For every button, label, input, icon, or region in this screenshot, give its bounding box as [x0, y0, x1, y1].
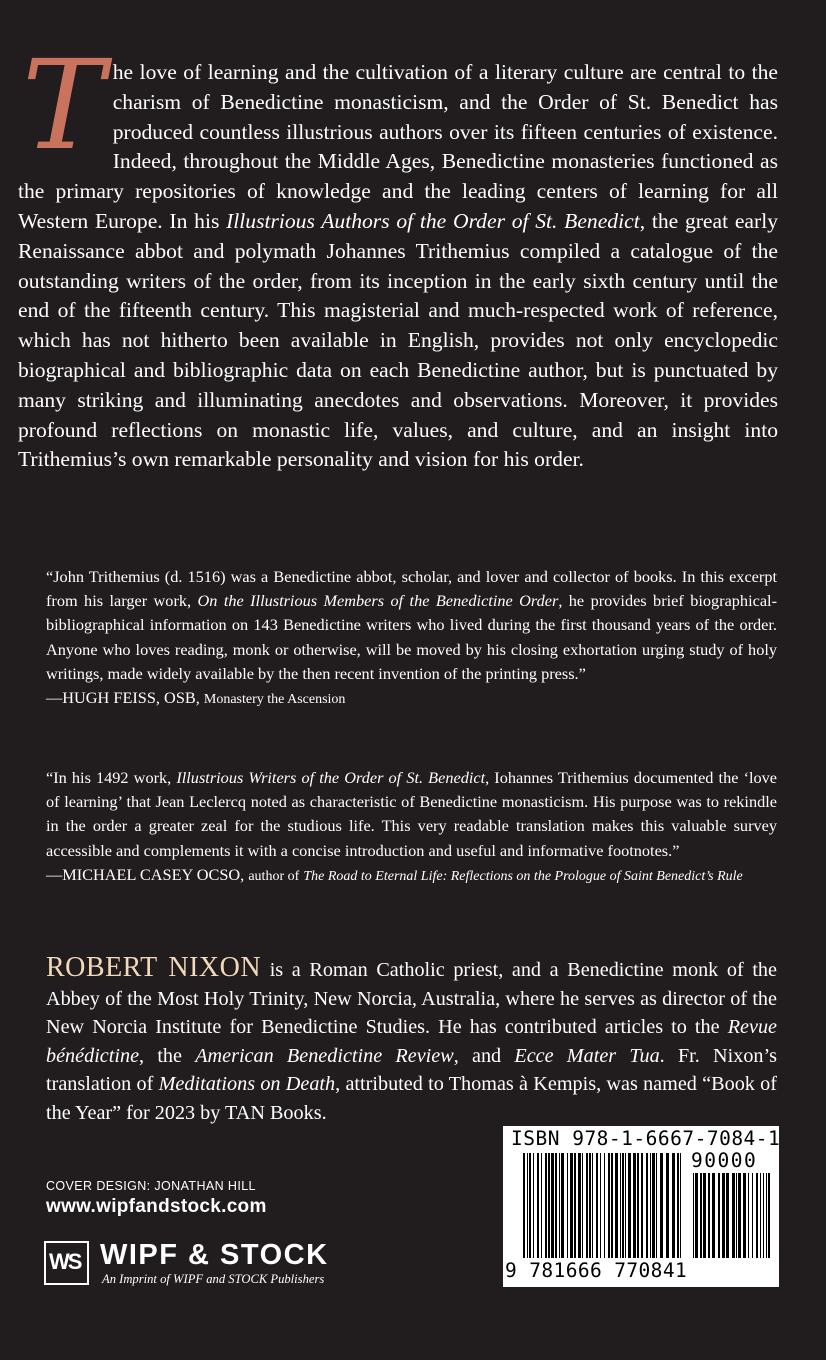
publisher-logo	[44, 1241, 374, 1289]
journal-title: Revue bénédictine	[46, 1016, 777, 1067]
barcode-bar	[578, 1153, 581, 1258]
barcode-bar	[695, 1173, 698, 1258]
barcode-bar	[693, 1173, 694, 1258]
endorsement-text-continued: , he provides brief biographical-bibliographical information on 143 Benedictine writers who lived during the first thousand years of the order. Anyone who loves reading, monk or otherwise, will be moved by his closing exhortation urging study of holy writings, made widely available by the then recent invention of the printing press.”	[46, 591, 777, 683]
barcode-bar	[703, 1173, 706, 1258]
bio-text: , and	[453, 1044, 515, 1067]
book-description	[18, 34, 778, 475]
barcode-bar	[748, 1173, 749, 1258]
barcode-bar	[559, 1153, 560, 1258]
barcode-bar	[527, 1153, 528, 1258]
endorser-name: —HUGH FEISS, OSB,	[46, 688, 200, 708]
barcode-bar	[677, 1153, 679, 1258]
endorsement-work-title: On the Illustrious Members of the Benedictine Order	[197, 591, 559, 611]
endorser-name: —MICHAEL CASEY OCSO,	[46, 864, 245, 884]
barcode-bar	[555, 1153, 557, 1258]
barcode-bar	[708, 1173, 710, 1258]
author-name: ROBERT NIXON	[46, 952, 262, 983]
barcode-bar	[718, 1173, 720, 1258]
barcode-bar	[666, 1153, 669, 1258]
barcode-bar	[574, 1153, 576, 1258]
bio-text: is a Roman Catholic priest, and a Benedictine monk of the Abbey of the Most Holy Trinity, New Norcia, Australia, where he serves as director of the New Norcia Institute for Benedictine Studies. He has contributed articles to the	[46, 959, 777, 1039]
barcode-bar	[650, 1153, 651, 1258]
journal-title: American Benedictine Review	[195, 1044, 454, 1067]
barcode-bar	[551, 1153, 554, 1258]
barcode-bar	[620, 1153, 621, 1258]
isbn-label: ISBN 978-1-6667-7084-1	[511, 1127, 781, 1150]
barcode-bar	[541, 1153, 542, 1258]
barcode-bar	[660, 1153, 663, 1258]
bio-text: , attributed to Thomas à Kempis, was named “Book of the Year” for 2023 by TAN Books.	[46, 1073, 777, 1124]
endorsement-attribution	[46, 688, 345, 707]
barcode-bar	[633, 1153, 636, 1258]
barcode-bar	[625, 1153, 626, 1258]
barcode-bar	[592, 1153, 593, 1258]
barcode-bar	[766, 1173, 767, 1258]
barcode-bar	[523, 1153, 525, 1258]
barcode-bar	[545, 1153, 547, 1258]
cover-design-credit: COVER DESIGN: JONATHAN HILL	[46, 1179, 256, 1193]
description-text-continued: , the great early Renaissance abbot and polymath Johannes Trithemius compiled a catalogue of the outstanding writers of the order, from its inception in the early sixth century until the end of the fifteenth century. This magisterial and much-respected work of reference, which has not hitherto been available in English, provides not only encyclopedic biographical and bibliographic data on each Benedictine author, but is punctuated by many striking and illuminating anecdotes and observations. Moreover, it provides profound reflections on monastic life, values, and culture, and an insight into Trithemius’s own remarkable personality and vision for his order.	[18, 208, 778, 472]
endorsement-feiss	[46, 565, 777, 712]
barcode-bar	[700, 1173, 702, 1258]
barcode-bar	[768, 1173, 770, 1258]
barcode-bar	[656, 1153, 657, 1258]
barcode-bar	[763, 1173, 764, 1258]
barcode-bar	[652, 1153, 655, 1258]
endorsement-attribution	[46, 865, 743, 884]
book-title: Meditations on Death	[158, 1073, 336, 1096]
barcode-bar	[586, 1153, 588, 1258]
endorsement-work-title: Illustrious Writers of the Order of St. Benedict	[176, 768, 486, 787]
barcode-bar	[736, 1173, 737, 1258]
description-text: he love of learning and the cultivation of a literary culture are central to the charism of Benedictine monasticism, and the Order of St. Benedict has produced countless illustrious authors over its fifteen centuries of existence. Indeed, throughout the Middle Ages, Benedictine monasteries functioned as the primary repositories of knowledge and the leading centers of learning for all Western Europe. In his	[18, 60, 778, 233]
price-code: 90000	[691, 1149, 758, 1172]
ws-logo-icon: WS	[44, 1241, 89, 1285]
endorser-book-title: The Road to Eternal Life: Reflections on the Prologue of Saint Benedict’s Rule	[303, 868, 743, 884]
publisher-website[interactable]: www.wipfandstock.com	[46, 1196, 267, 1217]
endorsement-text: “John Trithemius (d. 1516) was a Benedictine abbot, scholar, and lover and collector of books. In this excerpt from his larger work,	[46, 567, 777, 611]
barcode-bar	[615, 1153, 618, 1258]
barcode-bar	[567, 1153, 568, 1258]
endorsement-casey	[46, 766, 777, 889]
author-bio	[46, 954, 777, 1128]
description-book-title: Illustrious Authors of the Order of St. Benedict	[226, 208, 640, 233]
bio-text: , the	[139, 1044, 196, 1067]
endorser-affiliation-prefix: author of	[248, 868, 300, 884]
drop-cap-letter: T	[22, 34, 105, 178]
barcode-bar	[680, 1153, 681, 1258]
barcode-bar	[570, 1153, 573, 1258]
endorsement-text: “In his 1492 work,	[46, 768, 172, 787]
journal-title: Ecce Mater Tua	[514, 1044, 660, 1067]
ean-digits: 9 781666 770841	[505, 1259, 688, 1282]
ean-bars	[523, 1153, 681, 1258]
barcode-bar	[752, 1173, 753, 1258]
barcode-bar	[637, 1153, 639, 1258]
barcode-bar	[646, 1153, 648, 1258]
barcode-bar	[726, 1173, 729, 1258]
barcode-bar	[561, 1153, 564, 1258]
barcode-bar	[756, 1173, 758, 1258]
barcode-bar	[760, 1173, 761, 1258]
bio-text: . Fr. Nixon’s translation of	[46, 1044, 777, 1096]
barcode-bar	[529, 1153, 531, 1258]
barcode-bar	[608, 1153, 610, 1258]
addon-bars	[693, 1173, 770, 1258]
barcode-bar	[604, 1153, 605, 1258]
barcode-bar	[743, 1173, 746, 1258]
barcode-bar	[628, 1153, 631, 1258]
barcode-bar	[641, 1153, 643, 1258]
barcode-bar	[589, 1153, 591, 1258]
barcode-bar	[611, 1153, 613, 1258]
barcode-bar	[548, 1153, 550, 1258]
isbn-barcode	[503, 1126, 779, 1287]
barcode-bar	[672, 1153, 675, 1258]
barcode-bar	[582, 1153, 583, 1258]
barcode-bar	[722, 1173, 725, 1258]
barcode-bar	[622, 1153, 624, 1258]
publisher-name: WIPF & STOCK	[100, 1239, 329, 1271]
barcode-bar	[600, 1153, 601, 1258]
barcode-bar	[732, 1173, 735, 1258]
barcode-bar	[596, 1153, 598, 1258]
barcode-bar	[738, 1173, 741, 1258]
barcode-bar	[537, 1153, 539, 1258]
barcode-bar	[533, 1153, 534, 1258]
publisher-tagline: An Imprint of WIPF and STOCK Publishers	[102, 1272, 325, 1286]
endorser-affiliation: Monastery the Ascension	[203, 692, 346, 708]
barcode-bar	[712, 1173, 715, 1258]
endorsement-text-continued: , Iohannes Trithemius documented the ‘love of learning’ that Jean Leclercq noted as characteristic of Benedictine monasticism. His purpose was to rekindle in the order a greater zeal for the studious life. This very readable translation makes this valuable survey accessible and complements it with a concise introduction and useful and informative footnotes.”	[46, 768, 778, 860]
